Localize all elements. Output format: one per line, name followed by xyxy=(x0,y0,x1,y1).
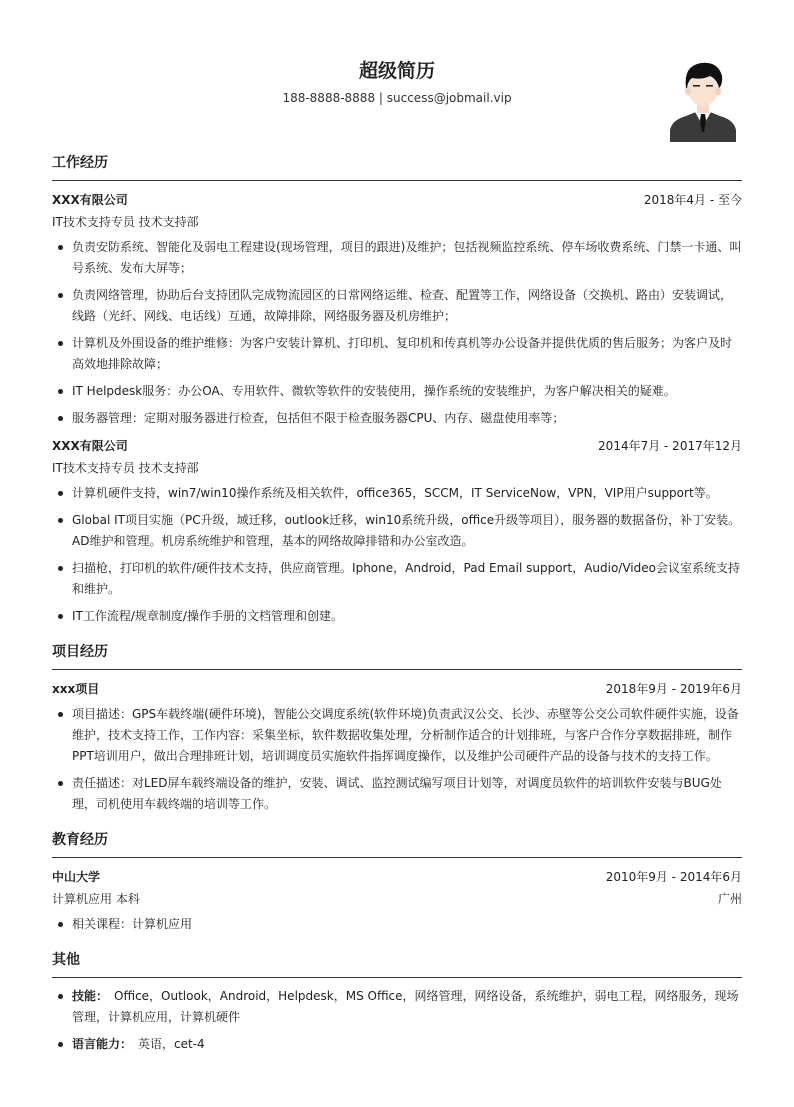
education-details xyxy=(52,888,742,910)
work-entry-2 xyxy=(52,435,742,627)
entry-header xyxy=(52,866,742,888)
project-section xyxy=(52,641,742,815)
entry-date: 2010年9月 - 2014年6月 xyxy=(605,870,742,884)
work-entry-1 xyxy=(52,189,742,429)
skills-label: 技能： xyxy=(72,989,109,1003)
resume-header xyxy=(52,0,742,140)
skills-item xyxy=(52,986,742,1028)
section-title-other: 其他 xyxy=(52,949,742,978)
list-item: 负责安防系统、智能化及弱电工程建设(现场管理，项目的跟进)及维护；包括视频监控系统、停车场收费系统、门禁一卡通、叫号系统、发布大屏等； xyxy=(52,237,742,279)
work-section xyxy=(52,152,742,627)
other-section xyxy=(52,949,742,1055)
list-item: 计算机及外围设备的维护维修：为客户安装计算机、打印机、复印机和传真机等办公设备并提供优质的售后服务；为客户及时高效地排除故障； xyxy=(52,333,742,375)
bullet-list xyxy=(52,237,742,429)
list-item: IT工作流程/规章制度/操作手册的文档管理和创建。 xyxy=(52,606,742,627)
entry-header xyxy=(52,678,742,700)
language-item xyxy=(52,1034,742,1055)
city: 广州 xyxy=(717,892,742,906)
list-item: 负责网络管理，协助后台支持团队完成物流园区的日常网络运维、检查、配置等工作，网络设备（交换机、路由）安装调试，线路（光纤、网线、电话线）互通，故障排除，网络服务器及机房维护； xyxy=(52,285,742,327)
entry-header xyxy=(52,189,742,211)
entry-role xyxy=(52,457,742,479)
bullet-list xyxy=(52,704,742,815)
section-title-education: 教育经历 xyxy=(52,829,742,858)
entry-date: 2018年4月 - 至今 xyxy=(643,193,742,207)
major: 计算机应用 本科 xyxy=(52,892,140,906)
bullet-list xyxy=(52,914,742,935)
avatar xyxy=(668,52,738,142)
list-item: IT Helpdesk服务：办公OA、专用软件、微软等软件的安装使用，操作系统的安装维护，为客户解决相关的疑难。 xyxy=(52,381,742,402)
company-name: XXX有限公司 xyxy=(52,193,128,207)
contact-info: 188-8888-8888 | success@jobmail.vip xyxy=(282,91,512,105)
job-title: IT技术支持专员 技术支持部 xyxy=(52,461,199,475)
language-value: 英语，cet-4 xyxy=(138,1037,205,1051)
project-name: xxx项目 xyxy=(52,682,100,696)
skills-value: Office，Outlook，Android，Helpdesk，MS Office，网络管理，网络设备，系统维护，弱电工程，网络服务，现场管理，计算机应用，计算机硬件 xyxy=(72,989,739,1024)
list-item: 相关课程：计算机应用 xyxy=(52,914,742,935)
bullet-list xyxy=(52,483,742,627)
job-title: IT技术支持专员 技术支持部 xyxy=(52,215,199,229)
language-label: 语言能力： xyxy=(72,1037,133,1051)
company-name: XXX有限公司 xyxy=(52,439,128,453)
section-title-work: 工作经历 xyxy=(52,152,742,181)
entry-date: 2018年9月 - 2019年6月 xyxy=(605,682,742,696)
education-section xyxy=(52,829,742,935)
entry-date: 2014年7月 - 2017年12月 xyxy=(598,439,742,453)
entry-role xyxy=(52,211,742,233)
project-entry-1 xyxy=(52,678,742,815)
school-name: 中山大学 xyxy=(52,870,101,884)
list-item: 计算机硬件支持，win7/win10操作系统及相关软件，office365，SCCM，IT ServiceNow，VPN，VIP用户support等。 xyxy=(52,483,742,504)
list-item: 服务器管理：定期对服务器进行检查，包括但不限于检查服务器CPU、内存、磁盘使用率等； xyxy=(52,408,742,429)
list-item: 扫描枪，打印机的软件/硬件技术支持，供应商管理。Iphone，Android，Pad Email support，Audio/Video会议室系统支持和维护。 xyxy=(52,558,742,600)
entry-header xyxy=(52,435,742,457)
candidate-name: 超级简历 xyxy=(358,60,435,82)
list-item: 责任描述：对LED屏车载终端设备的维护，安装、调试、监控测试编写项目计划等，对调度员软件的培训软件安装与BUG处理，司机使用车载终端的培训等工作。 xyxy=(52,773,742,815)
section-title-projects: 项目经历 xyxy=(52,641,742,670)
list-item: Global IT项目实施（PC升级，域迁移，outlook迁移，win10系统升级，office升级等项目），服务器的数据备份，补丁安装。AD维护和管理。机房系统维护和管理，基本的网络故障排错和办公室改造。 xyxy=(52,510,742,552)
list-item: 项目描述：GPS车载终端(硬件环境)，智能公交调度系统(软件环境)负责武汉公交、长沙、赤壁等公交公司软件硬件实施，设备维护，技术支持工作，工作内容：采集坐标，软件数据收集处理，分析制作适合的计划排班，与客户合作分享数据排班，制作PPT培训用户，做出合理排班计划，培训调度员实施软件指挥调度操作，以及维护公司硬件产品的设备与技术的支持工作。 xyxy=(52,704,742,767)
bullet-list xyxy=(52,986,742,1055)
